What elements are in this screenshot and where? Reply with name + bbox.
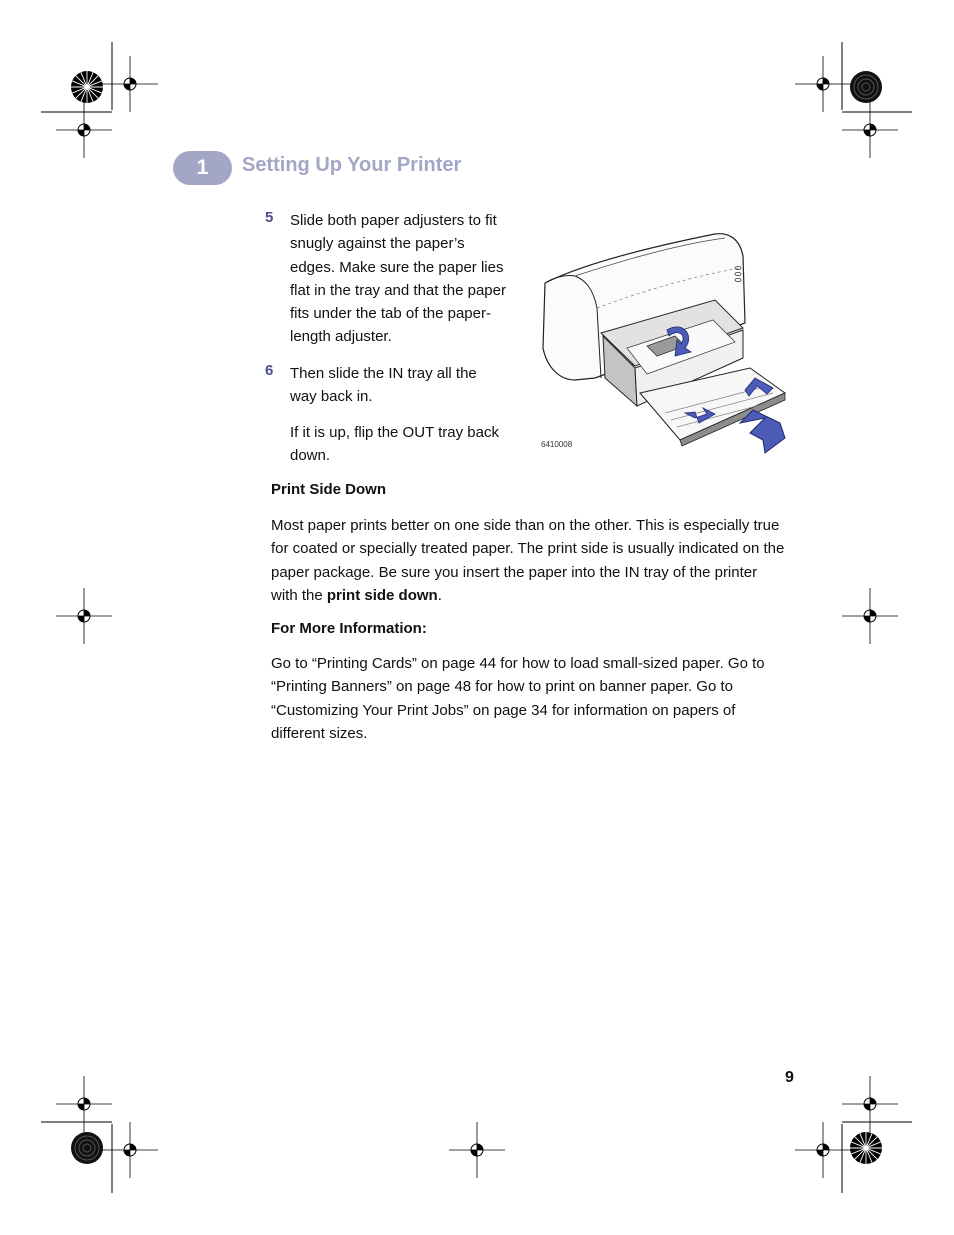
page-number: 9: [785, 1069, 794, 1086]
section-heading-print-side-down: Print Side Down: [271, 481, 387, 498]
section-heading-more-information: For More Information:: [271, 620, 427, 637]
section-paragraph-print-side-down: [271, 514, 786, 607]
paragraph-text: Most paper prints better on one side than on the other. This is especially true for coated or specially treated paper. The print side is usually indicated on the paper package. Be sure you insert the paper into the IN tray of the printer with the: [271, 517, 785, 604]
step-text-6: Then slide the IN tray all the way back in.: [290, 365, 477, 406]
paragraph-bold-text: print side down: [326, 586, 438, 604]
step-number-5: 5: [265, 209, 274, 226]
section-paragraph-more-information: Go to “Printing Cards” on page 44 for how to load small-sized paper. Go to “Printing Banners” on page 48 for how to print on banner paper. Go to “Customizing Your Print Jobs” on page 34 for information on papers of different sizes.: [271, 655, 765, 742]
paragraph-end: .: [437, 586, 442, 604]
chapter-number-badge: 1: [173, 151, 232, 185]
step-text-5: Slide both paper adjusters to fit snugly against the paper’s edges. Make sure the paper lies flat in the tray and that the paper fits under the tab of the paper-length adjuster.: [290, 212, 506, 346]
step-note: If it is up, flip the OUT tray back down.: [290, 424, 499, 465]
chapter-title: Setting Up Your Printer: [242, 154, 462, 176]
figure-caption: 6410008: [541, 440, 573, 449]
step-number-6: 6: [265, 362, 274, 379]
printer-illustration: [535, 228, 795, 458]
